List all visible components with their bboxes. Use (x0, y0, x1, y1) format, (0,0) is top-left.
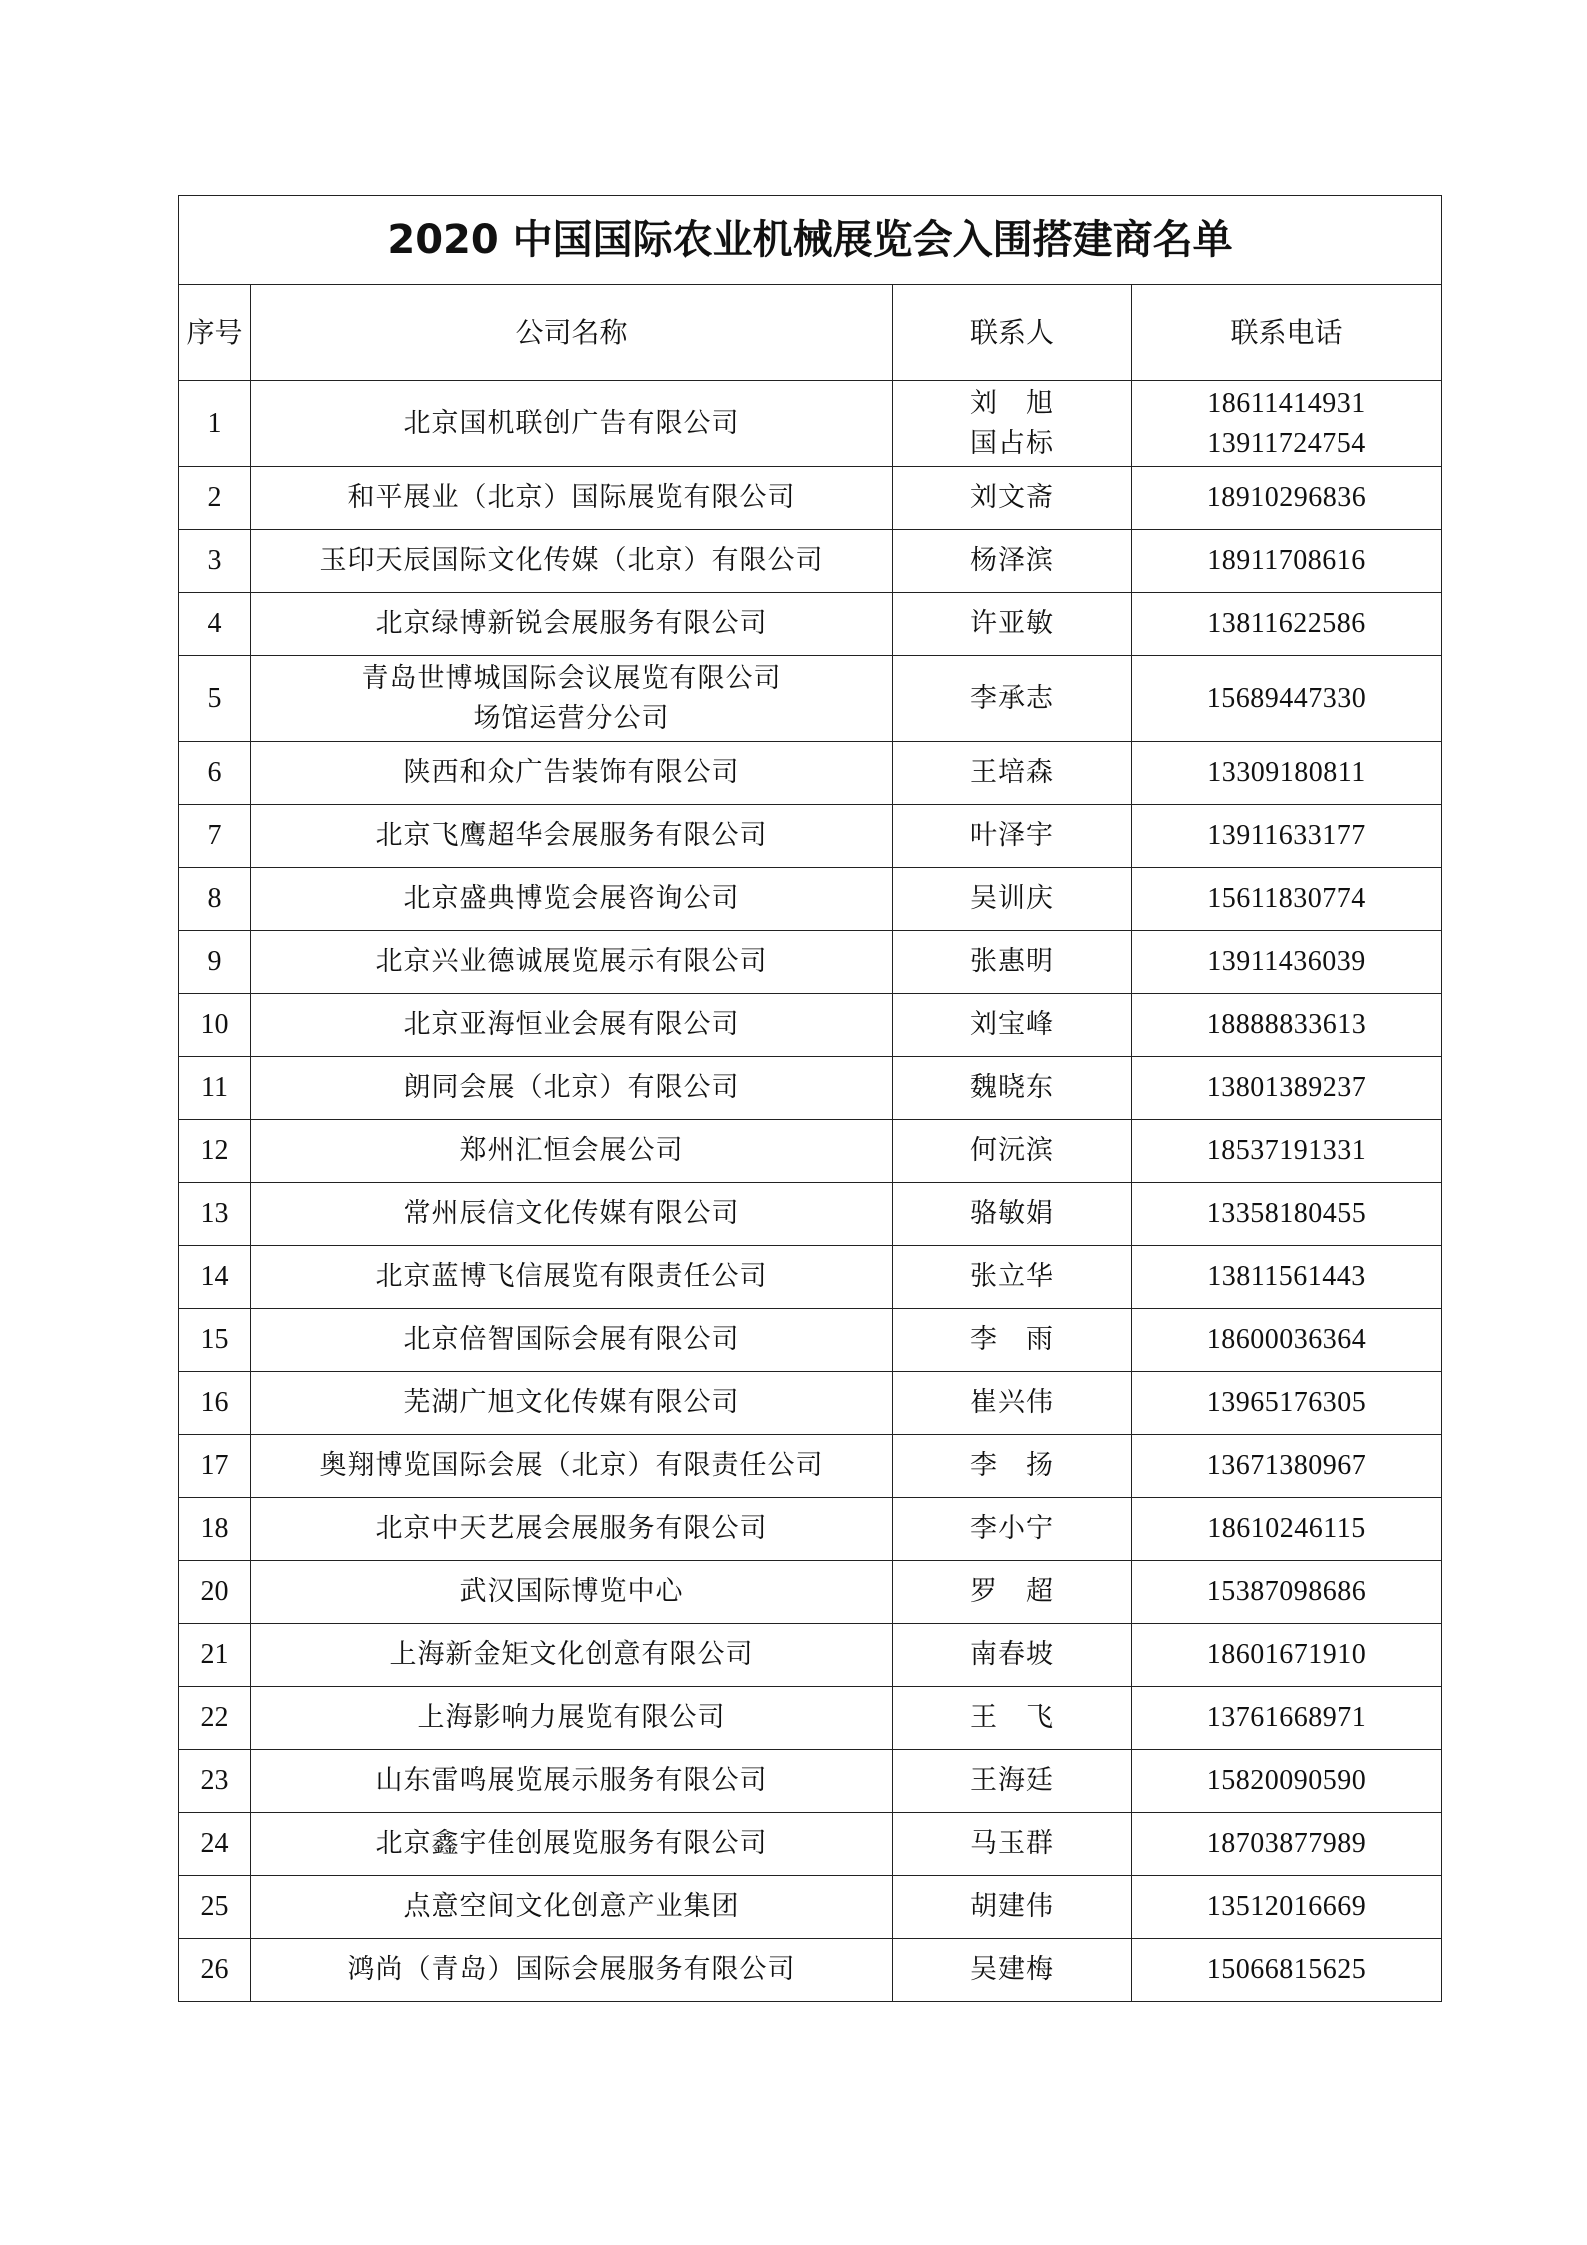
phone-number-text: 13965176305 (1206, 1387, 1367, 1418)
row-index: 10 (179, 994, 251, 1057)
company-name-cell (251, 1309, 893, 1372)
header-contact: 联系人 (893, 285, 1132, 381)
company-name-cell (251, 381, 893, 467)
company-name-text: 北京鑫宇佳创展览服务有限公司 (375, 1828, 768, 1859)
table-row (179, 467, 1442, 530)
company-name-cell (251, 1687, 893, 1750)
company-name-text: 北京飞鹰超华会展服务有限公司 (375, 820, 768, 851)
company-name-text: 上海影响力展览有限公司 (417, 1702, 726, 1733)
contact-person-cell (893, 381, 1132, 467)
document-page (178, 195, 1441, 2002)
phone-number-cell (1132, 593, 1442, 656)
company-name-text: 郑州汇恒会展公司 (459, 1135, 684, 1166)
phone-number-cell (1132, 1435, 1442, 1498)
row-index: 20 (179, 1561, 251, 1624)
contact-person-cell (893, 1435, 1132, 1498)
table-row (179, 1498, 1442, 1561)
company-name-text: 常州辰信文化传媒有限公司 (403, 1198, 740, 1229)
contact-person-cell (893, 1057, 1132, 1120)
phone-number-cell (1132, 1750, 1442, 1813)
table-row (179, 1057, 1442, 1120)
company-name-text: 和平展业（北京）国际展览有限公司 (347, 482, 796, 513)
row-index: 22 (179, 1687, 251, 1750)
company-name-text: 点意空间文化创意产业集团 (403, 1891, 740, 1922)
phone-number-text: 18888833613 (1206, 1009, 1367, 1040)
contact-person-cell (893, 1498, 1132, 1561)
company-name-cell (251, 1561, 893, 1624)
contact-person-text: 国占标 (970, 427, 1054, 459)
phone-number-text: 13811561443 (1207, 1261, 1366, 1292)
contact-person-text: 张惠明 (970, 946, 1054, 977)
company-name-cell (251, 1057, 893, 1120)
phone-number-text: 13911633177 (1207, 820, 1366, 851)
company-name-text: 玉印天辰国际文化传媒（北京）有限公司 (319, 545, 824, 576)
company-name-text: 场馆运营分公司 (473, 702, 670, 734)
contact-person-text: 王培森 (970, 757, 1054, 788)
contact-person-cell (893, 931, 1132, 994)
row-index: 7 (179, 805, 251, 868)
contact-person-cell (893, 1939, 1132, 2002)
contact-person-text: 刘文斋 (970, 482, 1054, 513)
contact-person-cell (893, 1750, 1132, 1813)
contact-person-text: 崔兴伟 (970, 1387, 1054, 1418)
contact-person-text: 李 扬 (970, 1450, 1054, 1481)
phone-number-text: 13512016669 (1206, 1891, 1367, 1922)
phone-number-text: 13911436039 (1207, 946, 1366, 977)
document-title: 2020 中国国际农业机械展览会入围搭建商名单 (179, 196, 1442, 285)
phone-number-text: 13801389237 (1206, 1072, 1367, 1103)
row-index: 13 (179, 1183, 251, 1246)
phone-number-cell (1132, 742, 1442, 805)
contact-person-text: 魏晓东 (970, 1072, 1054, 1103)
contact-person-text: 李承志 (970, 682, 1054, 714)
company-name-text: 北京亚海恒业会展有限公司 (403, 1009, 740, 1040)
table-row (179, 1813, 1442, 1876)
company-name-text: 北京兴业德诚展览展示有限公司 (375, 946, 768, 977)
contact-person-text: 马玉群 (970, 1828, 1054, 1859)
row-index: 25 (179, 1876, 251, 1939)
phone-number-cell (1132, 1372, 1442, 1435)
company-name-text: 鸿尚（青岛）国际会展服务有限公司 (347, 1954, 796, 1985)
table-row (179, 1309, 1442, 1372)
row-index: 11 (179, 1057, 251, 1120)
table-row (179, 1750, 1442, 1813)
company-name-text: 奥翔博览国际会展（北京）有限责任公司 (319, 1450, 824, 1481)
row-index: 21 (179, 1624, 251, 1687)
company-name-cell (251, 530, 893, 593)
phone-number-cell (1132, 931, 1442, 994)
contact-person-text: 杨泽滨 (970, 545, 1054, 576)
phone-number-cell (1132, 1687, 1442, 1750)
company-name-text: 朗同会展（北京）有限公司 (403, 1072, 740, 1103)
header-company: 公司名称 (251, 285, 893, 381)
contact-person-text: 王海廷 (970, 1765, 1054, 1796)
row-index: 26 (179, 1939, 251, 2002)
company-name-text: 北京绿博新锐会展服务有限公司 (375, 608, 768, 639)
company-name-cell (251, 994, 893, 1057)
row-index: 16 (179, 1372, 251, 1435)
company-name-cell (251, 805, 893, 868)
phone-number-cell (1132, 530, 1442, 593)
phone-number-text: 13911724754 (1207, 427, 1366, 459)
contact-person-cell (893, 1561, 1132, 1624)
phone-number-cell (1132, 1120, 1442, 1183)
company-name-cell (251, 1435, 893, 1498)
row-index: 24 (179, 1813, 251, 1876)
contact-person-text: 李小宁 (970, 1513, 1054, 1544)
row-index: 5 (179, 656, 251, 742)
contact-person-text: 李 雨 (970, 1324, 1054, 1355)
company-name-cell (251, 1120, 893, 1183)
phone-number-text: 18610246115 (1207, 1513, 1366, 1544)
phone-number-text: 15066815625 (1206, 1954, 1367, 1985)
company-name-text: 北京国机联创广告有限公司 (403, 407, 740, 439)
company-name-cell (251, 1372, 893, 1435)
contact-person-text: 南春坡 (970, 1639, 1054, 1670)
company-name-cell (251, 1183, 893, 1246)
table-row (179, 742, 1442, 805)
phone-number-text: 15611830774 (1207, 883, 1366, 914)
contact-person-cell (893, 1876, 1132, 1939)
table-row (179, 1939, 1442, 2002)
table-row (179, 1183, 1442, 1246)
phone-number-text: 13761668971 (1206, 1702, 1367, 1733)
row-index: 14 (179, 1246, 251, 1309)
row-index: 18 (179, 1498, 251, 1561)
phone-number-cell (1132, 1309, 1442, 1372)
phone-number-text: 15387098686 (1206, 1576, 1367, 1607)
phone-number-cell (1132, 1939, 1442, 2002)
phone-number-cell (1132, 381, 1442, 467)
company-name-cell (251, 1624, 893, 1687)
company-name-cell (251, 868, 893, 931)
contact-person-cell (893, 994, 1132, 1057)
table-row (179, 593, 1442, 656)
row-index: 15 (179, 1309, 251, 1372)
contact-person-text: 何沅滨 (970, 1135, 1054, 1166)
phone-number-cell (1132, 1498, 1442, 1561)
contact-person-text: 罗 超 (970, 1576, 1054, 1607)
phone-number-text: 15689447330 (1206, 682, 1367, 714)
phone-number-text: 18601671910 (1206, 1639, 1367, 1670)
company-name-cell (251, 931, 893, 994)
company-name-cell (251, 1939, 893, 2002)
table-row (179, 1561, 1442, 1624)
phone-number-cell (1132, 868, 1442, 931)
table-row (179, 931, 1442, 994)
company-name-cell (251, 1246, 893, 1309)
contractor-table (178, 195, 1442, 2002)
phone-number-cell (1132, 1624, 1442, 1687)
contact-person-cell (893, 656, 1132, 742)
phone-number-cell (1132, 994, 1442, 1057)
contact-person-cell (893, 1813, 1132, 1876)
phone-number-cell (1132, 656, 1442, 742)
table-row (179, 656, 1442, 742)
table-row (179, 1624, 1442, 1687)
contact-person-cell (893, 1183, 1132, 1246)
contact-person-cell (893, 742, 1132, 805)
phone-number-text: 15820090590 (1206, 1765, 1367, 1796)
phone-number-text: 18600036364 (1206, 1324, 1367, 1355)
company-name-cell (251, 1813, 893, 1876)
phone-number-cell (1132, 805, 1442, 868)
phone-number-text: 13358180455 (1206, 1198, 1367, 1229)
table-row (179, 805, 1442, 868)
company-name-text: 山东雷鸣展览展示服务有限公司 (375, 1765, 768, 1796)
contact-person-cell (893, 1687, 1132, 1750)
contact-person-text: 胡建伟 (970, 1891, 1054, 1922)
company-name-text: 武汉国际博览中心 (459, 1576, 684, 1607)
contact-person-text: 刘 旭 (970, 387, 1054, 419)
table-row (179, 1246, 1442, 1309)
contact-person-cell (893, 1309, 1132, 1372)
table-row (179, 1876, 1442, 1939)
phone-number-cell (1132, 1813, 1442, 1876)
row-index: 3 (179, 530, 251, 593)
phone-number-text: 18910296836 (1206, 482, 1367, 513)
row-index: 12 (179, 1120, 251, 1183)
phone-number-cell (1132, 1876, 1442, 1939)
contact-person-cell (893, 1120, 1132, 1183)
company-name-cell (251, 1750, 893, 1813)
company-name-text: 北京倍智国际会展有限公司 (403, 1324, 740, 1355)
table-row (179, 1435, 1442, 1498)
header-index: 序号 (179, 285, 251, 381)
contact-person-cell (893, 530, 1132, 593)
company-name-cell (251, 593, 893, 656)
table-row (179, 1372, 1442, 1435)
contact-person-text: 张立华 (970, 1261, 1054, 1292)
row-index: 2 (179, 467, 251, 530)
company-name-text: 陕西和众广告装饰有限公司 (403, 757, 740, 788)
table-row (179, 868, 1442, 931)
contact-person-cell (893, 805, 1132, 868)
row-index: 17 (179, 1435, 251, 1498)
phone-number-cell (1132, 1183, 1442, 1246)
company-name-cell (251, 656, 893, 742)
table-row (179, 1120, 1442, 1183)
company-name-text: 北京盛典博览会展咨询公司 (403, 883, 740, 914)
phone-number-text: 18911708616 (1207, 545, 1366, 576)
table-row (179, 994, 1442, 1057)
company-name-text: 北京中天艺展会展服务有限公司 (375, 1513, 768, 1544)
table-row (179, 381, 1442, 467)
row-index: 9 (179, 931, 251, 994)
phone-number-text: 18703877989 (1206, 1828, 1367, 1859)
company-name-cell (251, 1876, 893, 1939)
phone-number-cell (1132, 467, 1442, 530)
phone-number-text: 13811622586 (1207, 608, 1366, 639)
contact-person-text: 刘宝峰 (970, 1009, 1054, 1040)
phone-number-text: 13309180811 (1207, 757, 1366, 788)
contact-person-cell (893, 868, 1132, 931)
company-name-text: 上海新金矩文化创意有限公司 (389, 1639, 754, 1670)
table-header-row (179, 285, 1442, 381)
company-name-cell (251, 742, 893, 805)
contact-person-cell (893, 593, 1132, 656)
contact-person-cell (893, 1246, 1132, 1309)
table-row (179, 1687, 1442, 1750)
company-name-text: 青岛世博城国际会议展览有限公司 (361, 662, 782, 694)
company-name-cell (251, 467, 893, 530)
contact-person-text: 吴训庆 (970, 883, 1054, 914)
row-index: 23 (179, 1750, 251, 1813)
company-name-cell (251, 1498, 893, 1561)
row-index: 6 (179, 742, 251, 805)
contact-person-cell (893, 467, 1132, 530)
phone-number-text: 13671380967 (1206, 1450, 1367, 1481)
table-row (179, 530, 1442, 593)
contact-person-text: 骆敏娟 (970, 1198, 1054, 1229)
contact-person-text: 吴建梅 (970, 1954, 1054, 1985)
phone-number-text: 18611414931 (1207, 387, 1366, 419)
phone-number-cell (1132, 1057, 1442, 1120)
company-name-text: 芜湖广旭文化传媒有限公司 (403, 1387, 740, 1418)
row-index: 8 (179, 868, 251, 931)
header-phone: 联系电话 (1132, 285, 1442, 381)
phone-number-text: 18537191331 (1206, 1135, 1367, 1166)
phone-number-cell (1132, 1246, 1442, 1309)
contact-person-text: 许亚敏 (970, 608, 1054, 639)
contact-person-cell (893, 1372, 1132, 1435)
contact-person-cell (893, 1624, 1132, 1687)
row-index: 4 (179, 593, 251, 656)
contact-person-text: 叶泽宇 (970, 820, 1054, 851)
contact-person-text: 王 飞 (970, 1702, 1054, 1733)
phone-number-cell (1132, 1561, 1442, 1624)
company-name-text: 北京蓝博飞信展览有限责任公司 (375, 1261, 768, 1292)
row-index: 1 (179, 381, 251, 467)
